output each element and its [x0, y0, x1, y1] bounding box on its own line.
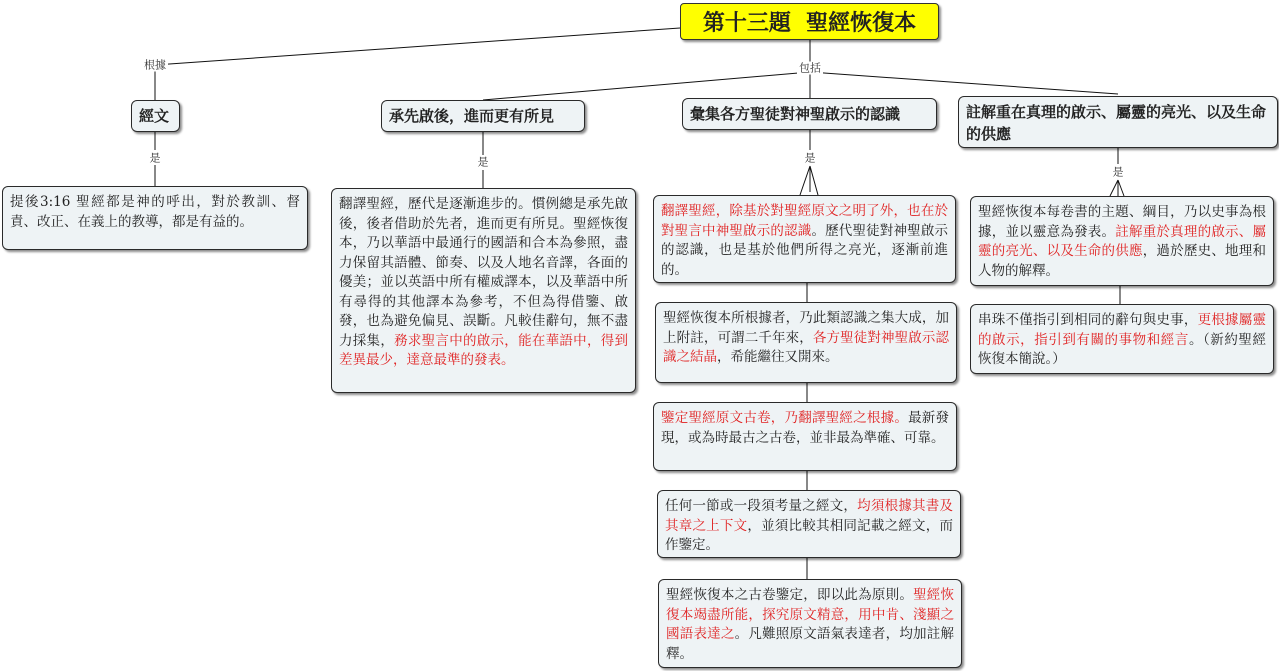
link-label-is: 是 [804, 151, 816, 165]
collect-5-text: 聖經恢復本之古卷鑒定，即以此為原則。 [666, 587, 914, 603]
link-label-basis: 根據 [144, 58, 166, 72]
collect-5-highlight: 聖經恢復本竭盡所能，探究原文精意，用中肯、淺顯之國語表達之 [666, 587, 955, 642]
collect-content-2[interactable] [655, 302, 957, 383]
link-label-is: 是 [1112, 165, 1124, 179]
link-label-is: 是 [149, 151, 161, 165]
collect-1-text: 。歷代聖徒對神聖啟示的認識，也是基於他們所得之亮光，逐漸前進的。 [661, 222, 949, 278]
node-inherit[interactable]: 承先啟後，進而更有所見 [381, 100, 585, 132]
collect-3-text: 最新發現，或為時最古之古卷，並非最為準確、可靠。 [661, 410, 950, 446]
inherit-text: 翻譯聖經，歷代是逐漸進步的。慣例總是承先啟後，後者借助於先者，進而更有所見。聖經恢復本，乃以華語中最通行的國語和合本為參照，盡力保留其語體、節奏、以及人地名音譯，各面的優美；並以英語中所有權威譯本，以及華語中所有尋得的其他譯本為參考，不但為得借鑒、啟發，也為避免偏見、誤斷。凡較佳辭句，無不盡力採集， [339, 196, 628, 349]
collect-content-4[interactable] [657, 490, 961, 558]
collect-content-5[interactable] [658, 579, 962, 668]
link-label-includes: 包括 [799, 61, 821, 75]
collect-2-text-end: ，希能繼往又開來。 [717, 349, 839, 365]
collect-4-highlight: 均須根據其書及其章之上下文 [665, 498, 954, 534]
collect-content-3[interactable] [653, 402, 957, 471]
collect-5-text-end: 。凡難照原文語氣表達者，均加註解釋。 [666, 626, 954, 662]
notes-content-2[interactable] [970, 304, 1274, 374]
notes-content-1[interactable] [970, 196, 1274, 286]
notes-2-highlight: 更根據屬靈的啟示，指引到有關的事物和經言 [978, 312, 1267, 348]
notes-1-text: 聖經恢復本每卷書的主題、綱目，乃以史事為根據，並以靈意為發表。 [978, 204, 1266, 240]
notes-2-text: 串珠不僅指引到相同的辭句與史事， [978, 312, 1198, 328]
root-title[interactable]: 第十三題 聖經恢復本 [680, 3, 939, 40]
node-collect[interactable]: 彙集各方聖徒對神聖啟示的認識 [682, 98, 937, 130]
collect-1-highlight: 翻譯聖經，除基於對聖經原文之明了外，也在於對聖言中神聖啟示的認識 [661, 203, 948, 239]
notes-2-text-end: 。（新約聖經恢復本簡說。） [978, 331, 1266, 367]
node-scripture[interactable]: 經文 [131, 100, 180, 132]
collect-content-1[interactable] [653, 195, 956, 283]
collect-2-text: 聖經恢復本所根據者，乃此類認識之集大成，加上附註，可謂二千年來， [663, 310, 949, 346]
inherit-content[interactable] [331, 188, 636, 393]
collect-4-text: 任何一節或一段須考量之經文， [665, 498, 858, 514]
collect-4-text-end: ，並須比較其相同記載之經文，而作鑒定。 [665, 517, 954, 553]
collect-3-highlight: 鑒定聖經原文古卷，乃翻譯聖經之根據。 [661, 410, 909, 426]
scripture-content[interactable]: 提後3:16 聖經都是神的呼出，對於教訓、督責、改正、在義上的教導，都是有益的。 [2, 186, 308, 250]
collect-2-highlight: 各方聖徒對神聖啟示認識之結晶 [663, 329, 949, 365]
notes-1-highlight: 註解重於真理的啟示、屬靈的亮光、以及生命的供應 [978, 223, 1266, 259]
inherit-highlight: 務求聖言中的啟示，能在華語中，得到差異最少，達意最準的發表。 [339, 332, 629, 368]
notes-1-text-end: ，過於歷史、地理和人物的解釋。 [978, 243, 1267, 279]
node-notes[interactable]: 註解重在真理的啟示、屬靈的亮光、以及生命的供應 [958, 96, 1278, 148]
link-label-is: 是 [477, 155, 489, 169]
